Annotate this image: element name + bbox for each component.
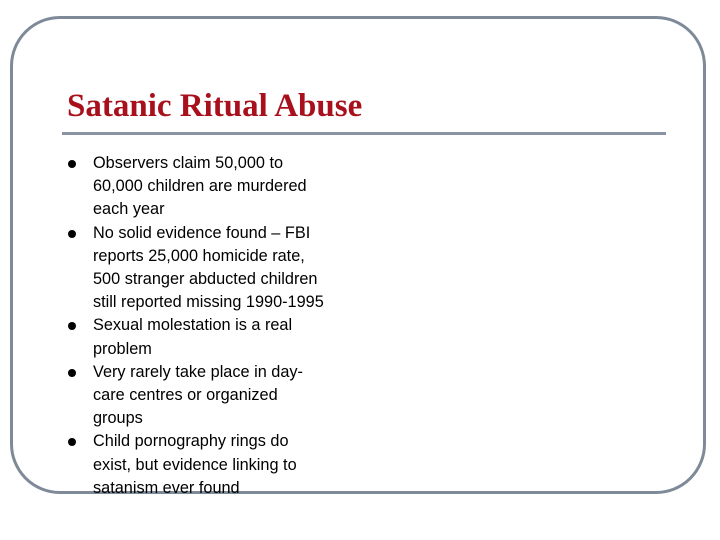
bullet-text-line: still reported missing 1990-1995 (93, 293, 324, 312)
bullet-text-line: exist, but evidence linking to (93, 455, 297, 474)
bullet-text-line: No solid evidence found – FBI (93, 223, 311, 242)
bullet-item (66, 361, 386, 431)
bullet-item (66, 152, 386, 222)
bullet-item (66, 222, 386, 315)
bullet-text-line: Sexual molestation is a real (93, 316, 293, 335)
bullet-text-line: satanism ever found (93, 478, 240, 497)
bullet-text-line: each year (93, 200, 165, 219)
title-divider (62, 132, 666, 135)
bullet-dot-icon (68, 230, 76, 238)
bullet-text-line: groups (93, 409, 143, 428)
bullet-item (66, 314, 386, 360)
bullet-text-line: 500 stranger abducted children (93, 270, 318, 289)
bullet-dot-icon (68, 369, 76, 377)
bullet-item (66, 430, 386, 500)
bullet-text-line: reports 25,000 homicide rate, (93, 246, 305, 265)
bullet-dot-icon (68, 160, 76, 168)
bullet-text-line: Observers claim 50,000 to (93, 154, 284, 172)
bullet-dot-icon (68, 438, 76, 446)
bullet-text-line: care centres or organized (93, 386, 278, 405)
bullet-text-line: Child pornography rings do (93, 432, 289, 451)
bullet-text-line: 60,000 children are murdered (93, 177, 307, 196)
bullet-list (66, 152, 386, 500)
bullet-dot-icon (68, 322, 76, 330)
bullet-text-line: Very rarely take place in day- (93, 362, 303, 381)
slide-title: Satanic Ritual Abuse (67, 88, 363, 124)
bullet-text-line: problem (93, 339, 152, 358)
